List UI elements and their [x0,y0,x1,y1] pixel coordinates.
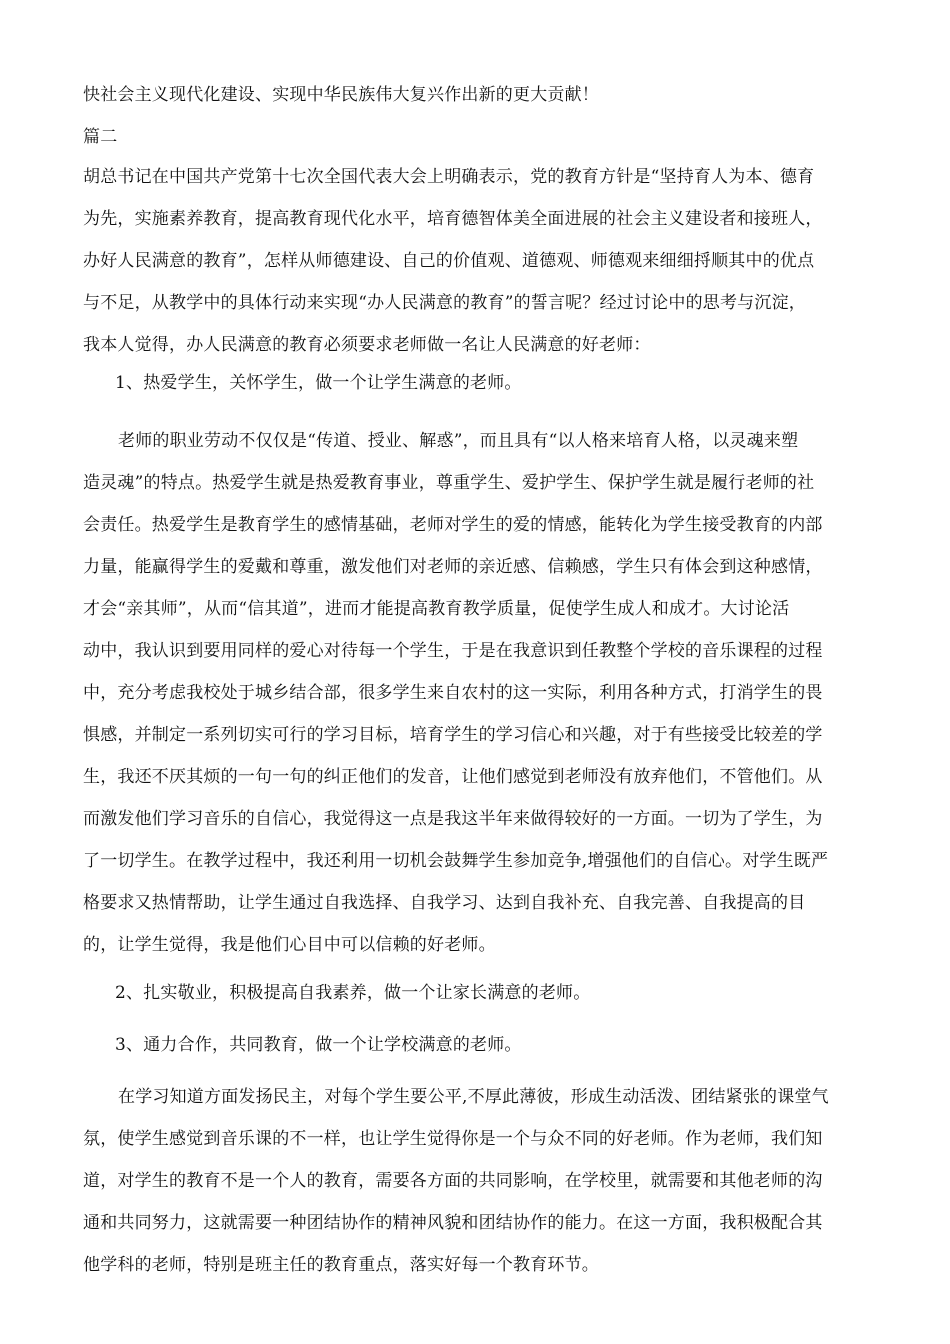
text-line: 会责任。热爱学生是教育学生的感情基础，老师对学生的爱的情感，能转化为学生接受教育的内部 [83,515,823,535]
text-line: 道，对学生的教育不是一个人的教育，需要各方面的共同影响，在学校里，就需要和其他老师的沟 [83,1171,823,1191]
text-line: 他学科的老师，特别是班主任的教育重点，落实好每一个教育环节。 [83,1255,599,1275]
numbered-point: 1、热爱学生，关怀学生，做一个让学生满意的老师。 [115,373,522,393]
text-line: 与不足，从教学中的具体行动来实现“办人民满意的教育”的誓言呢？经过讨论中的思考与沉淀， [83,293,806,313]
numbered-point: 2、扎实敬业，积极提高自我素养，做一个让家长满意的老师。 [115,983,591,1003]
text-line: 我本人觉得，办人民满意的教育必须要求老师做一名让人民满意的好老师： [83,335,651,355]
text-line: 氛，使学生感觉到音乐课的不一样，也让学生觉得你是一个与众不同的好老师。作为老师，我们知 [83,1129,823,1149]
text-line: 办好人民满意的教育”，怎样从师德建设、自己的价值观、道德观、师德观来细细捋顺其中的优点 [83,251,815,271]
text-line: 的，让学生觉得，我是他们心目中可以信赖的好老师。 [83,935,496,955]
text-line: 生，我还不厌其烦的一句一句的纠正他们的发音，让他们感觉到老师没有放弃他们，不管他们。从 [83,767,823,787]
text-line: 通和共同努力，这就需要一种团结协作的精神风貌和团结协作的能力。在这一方面，我积极配合其 [83,1213,823,1233]
text-line: 动中，我认识到要用同样的爱心对待每一个学生，于是在我意识到任教整个学校的音乐课程的过程 [83,641,823,661]
text-line: 快社会主义现代化建设、实现中华民族伟大复兴作出新的更大贡献！ [83,85,599,105]
text-line: 惧感，并制定一系列切实可行的学习目标，培育学生的学习信心和兴趣，对于有些接受比较差的学 [83,725,823,745]
text-line: 了一切学生。在教学过程中，我还利用一切机会鼓舞学生参加竞争,增强他们的自信心。对学生既严 [83,851,829,871]
text-line: 而激发他们学习音乐的自信心，我觉得这一点是我这半年来做得较好的一方面。一切为了学生，为 [83,809,823,829]
text-line: 老师的职业劳动不仅仅是“传道、授业、解惑”，而且具有“以人格来培育人格，以灵魂来塑 [118,431,799,451]
text-line: 才会“亲其师”，从而“信其道”，进而才能提高教育教学质量，促使学生成人和成才。大讨论活 [83,599,790,619]
text-line: 为先，实施素养教育，提高教育现代化水平，培育德智体美全面进展的社会主义建设者和接班人， [83,209,823,229]
numbered-point: 3、通力合作，共同教育，做一个让学校满意的老师。 [115,1035,522,1055]
text-line: 造灵魂”的特点。热爱学生就是热爱教育事业，尊重学生、爱护学生、保护学生就是履行老师的社 [83,473,815,493]
text-line: 胡总书记在中国共产党第十七次全国代表大会上明确表示，党的教育方针是“坚持育人为本、德育 [83,167,815,187]
text-line: 格要求又热情帮助，让学生通过自我选择、自我学习、达到自我补充、自我完善、自我提高的目 [83,893,806,913]
text-line: 力量，能赢得学生的爱戴和尊重，激发他们对老师的亲近感、信赖感，学生只有体会到这种感情， [83,557,823,577]
text-line: 中，充分考虑我校处于城乡结合部，很多学生来自农村的这一实际，利用各种方式，打消学生的畏 [83,683,823,703]
section-heading: 篇二 [83,127,118,147]
text-line: 在学习知道方面发扬民主，对每个学生要公平,不厚此薄彼，形成生动活泼、团结紧张的课堂气 [118,1087,829,1107]
